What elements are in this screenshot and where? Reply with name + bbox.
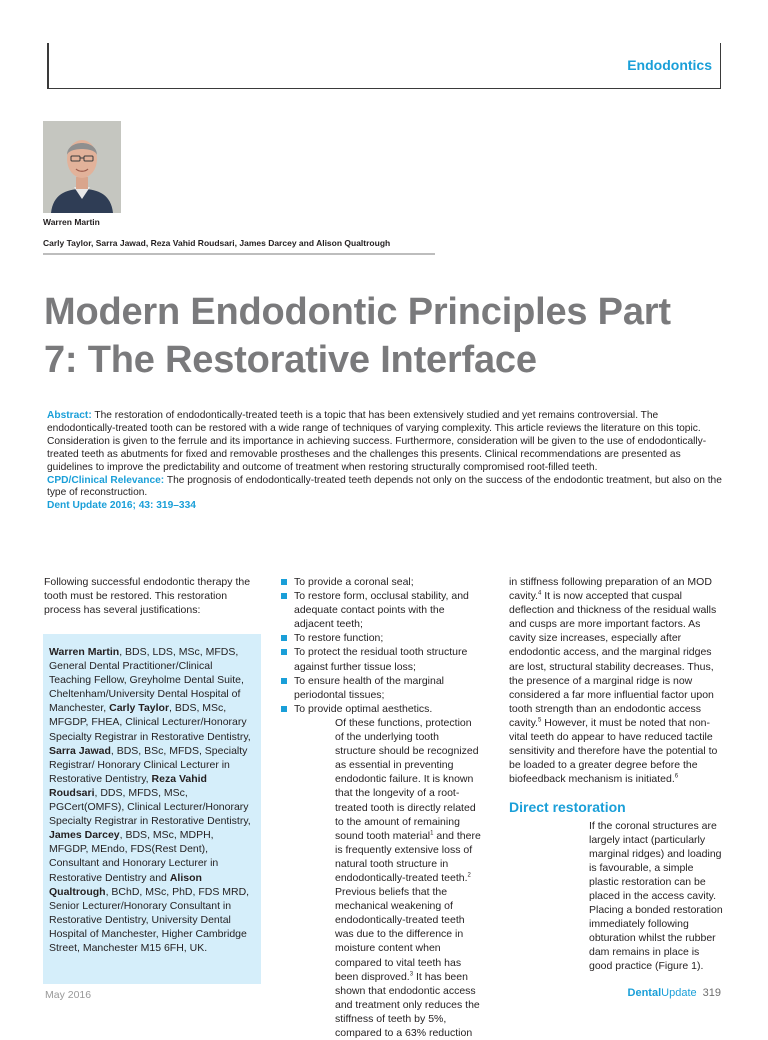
header-box <box>47 43 721 89</box>
list-item: To provide optimal aesthetics. <box>281 702 481 716</box>
article-title <box>44 288 734 384</box>
body-paragraph: If the coronal structures are largely intact (particularly marginal ridges) and loading is favourable, a simple plastic restoration can be placed in the access cavity. Placing a bonded restoration immediately following obturation whilst the rubber dam remains in place is good practice (Figure 1). <box>589 819 723 973</box>
authors-divider <box>43 253 435 255</box>
body-text: and there is frequently extensive loss of natural tooth structure in endodontically-treated teeth. <box>335 829 481 884</box>
list-item: To restore function; <box>281 631 481 645</box>
cpd-label: CPD/Clinical Relevance: <box>47 474 165 486</box>
body-text: It has been shown that endodontic access and treatment only reduces the stiffness of teeth by 5%, compared to a 63% reduction <box>335 970 480 1039</box>
author-list: Carly Taylor, Sarra Jawad, Reza Vahid Roudsari, James Darcey and Alison Qualtrough <box>43 238 391 248</box>
reference: 5 <box>537 717 542 724</box>
column-2 <box>281 575 481 1040</box>
column-1 <box>44 575 259 617</box>
bio-name: Reza Vahid Roudsari <box>49 772 207 799</box>
justification-list <box>281 575 481 716</box>
author-bio-box <box>43 634 261 984</box>
journal-name-part-2: Update <box>661 987 697 999</box>
bio-name: Carly Taylor <box>109 702 170 715</box>
reference: 2 <box>467 872 471 879</box>
section-heading: Direct restoration <box>509 799 626 816</box>
title-line-2: 7: The Restorative Interface <box>44 339 537 381</box>
page-number: 319 <box>702 987 721 999</box>
abstract-label: Abstract: <box>47 410 92 421</box>
citation: Dent Update 2016; 43: 319–334 <box>47 500 196 512</box>
list-item: To restore form, occlusal stability, and adequate contact points with the adjacent teeth; <box>281 589 481 631</box>
body-text: Of these functions, protection of the underlying tooth structure should be recognized as essential in preventing endodontic failure. It is known that the longevity of a root-treated tooth is directly related to the amount of remaining sound tooth material <box>335 716 479 842</box>
body-text: It is now accepted that cuspal deflection and thickness of the residual walls and cusps are more important factors. As cavity size increases, especially after endodontic access, and the marginal ridges are lost, structural stability decreases. Thus, the presence of a marginal ridge is now considered a far more influential factor upon tooth strength than an endodontic access cavity. <box>509 590 717 729</box>
bio-text: , BChD, MSc, PhD, FDS MRD, Senior Lecturer/Honorary Consultant in Restorative Dentistry, University Dental Hospital of Manchester, Higher Cambridge Street, Manchester M15 6FH, UK. <box>49 885 250 954</box>
bio-name: Sarra Jawad <box>49 744 111 757</box>
reference: 4 <box>537 590 542 597</box>
body-text: Previous beliefs that the mechanical weakening of endodontically-treated teeth was due to the difference in moisture content when compared to vital teeth has been disproved. <box>335 886 465 983</box>
list-item: To provide a coronal seal; <box>281 575 481 589</box>
cpd-text: The prognosis of endodontically-treated teeth depends not only on the success of the endodontic treatment, but also on the type of reconstruction. <box>47 474 722 499</box>
abstract-text: The restoration of endodontically-treated teeth is a topic that has been extensively studied and yet remains controversial. The endodontically-treated tooth can be restored with a wide range of techniques of varying complexity. This article reviews the literature on this topic. Consideration is given to the ferrule and its importance in achieving success. Furthermore, consideration will be given to the use of endodontically-treated teeth as abutments for fixed and removable prostheses and the challenges this presents. Clinical recommendations are presented as guidelines to improve the predictability and outcome of treatment when restoring structurally compromised root-filled teeth. <box>47 410 707 473</box>
bio-text: , BDS, MSc, MFGDP, FHEA, Clinical Lecturer/Honorary Specialty Registrar in Restorative Dentistry, <box>49 702 251 743</box>
author-photo <box>43 121 121 213</box>
author-bio <box>49 645 255 955</box>
body-text: However, it must be noted that non-vital teeth do appear to have reduced tactile sensitivity and therefore have the potential to be loaded to a greater degree before the biofeedback mechanism is initiated. <box>509 716 718 786</box>
bio-text: , BDS, BSc, MFDS, Specialty Registrar/ Honorary Clinical Lecturer in Restorative Dentistry, <box>49 744 248 785</box>
bio-name: Alison Qualtrough <box>49 871 202 898</box>
intro-paragraph: Following successful endodontic therapy the tooth must be restored. This restoration process has several justifications: <box>44 576 251 617</box>
list-item: To ensure health of the marginal periodontal tissues; <box>281 674 481 702</box>
body-paragraph <box>281 716 481 1040</box>
issue-date: May 2016 <box>45 989 92 1001</box>
reference: 1 <box>430 830 434 837</box>
author-portrait-image <box>43 121 121 213</box>
section-label: Endodontics <box>627 57 712 73</box>
body-text: in stiffness following preparation of an MOD cavity. <box>509 576 712 603</box>
journal-name-part-1: Dental <box>627 987 662 999</box>
reference: 3 <box>409 971 414 978</box>
column-3 <box>509 575 724 974</box>
footer-brand <box>628 987 721 999</box>
list-item: To protect the residual tooth structure against further tissue loss; <box>281 645 481 673</box>
abstract <box>47 410 727 513</box>
bio-text: , DDS, MFDS, MSc, PGCert(OMFS), Clinical Lecturer/Honorary Specialty Registrar in Restorative Dentistry, <box>49 786 251 828</box>
reference: 6 <box>674 773 679 780</box>
bio-text: , BDS, LDS, MSc, MFDS, General Dental Practitioner/Clinical Teaching Fellow, Greyholme Dental Suite, Cheltenham/University Dental Hospital of Manchester, <box>49 646 244 715</box>
bio-name: James Darcey <box>49 829 120 842</box>
bio-text: , BDS, MSc, MDPH, MFGDP, MEndo, FDS(Rest Dent), Consultant and Honorary Lecturer in Restorative Dentistry and <box>49 829 219 884</box>
title-line-1: Modern Endodontic Principles Part <box>44 291 671 333</box>
body-paragraph <box>509 575 724 786</box>
photo-caption: Warren Martin <box>43 217 100 227</box>
bio-name: Warren Martin <box>49 646 120 658</box>
